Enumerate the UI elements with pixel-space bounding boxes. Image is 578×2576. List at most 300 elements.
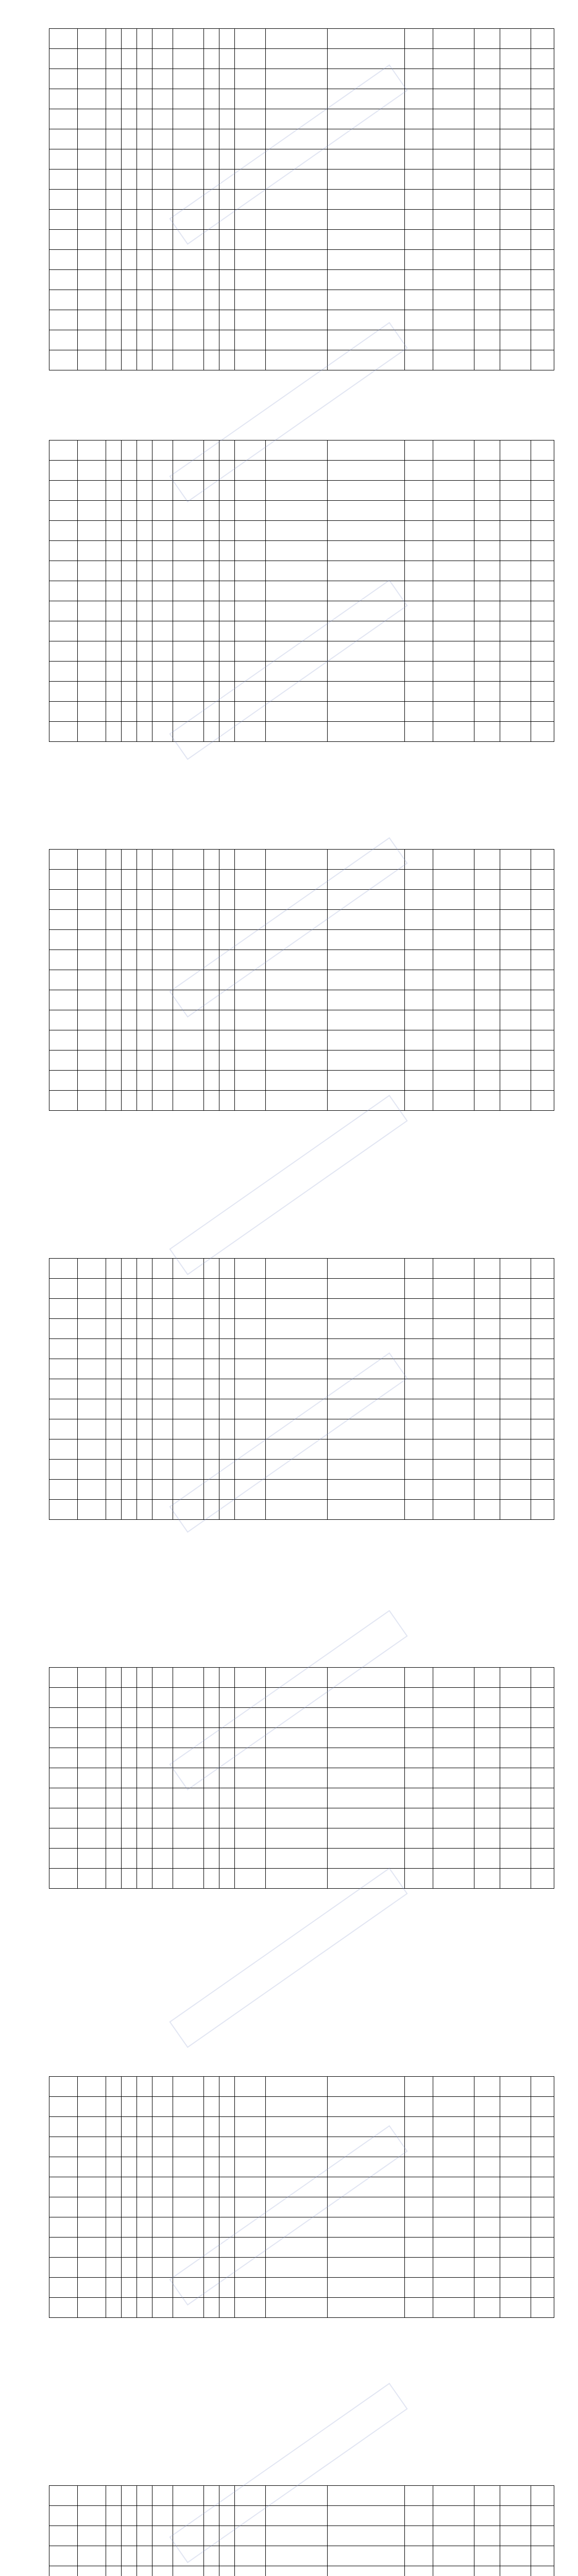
table-row	[49, 2117, 554, 2137]
table-row	[49, 641, 554, 662]
table-cell	[137, 1728, 152, 1748]
table-cell	[106, 290, 122, 310]
table-cell	[78, 1030, 106, 1050]
table-cell	[531, 2097, 554, 2117]
table-cell	[266, 641, 328, 662]
table-cell	[152, 481, 173, 501]
table-row	[49, 1259, 554, 1279]
table-cell	[328, 230, 405, 250]
table-cell	[266, 890, 328, 910]
table-cell	[137, 702, 152, 722]
table-cell	[500, 1849, 531, 1869]
table-cell	[78, 601, 106, 621]
table-cell	[433, 990, 474, 1010]
table-cell	[106, 1728, 122, 1748]
table-cell	[152, 2298, 173, 2318]
table-cell	[173, 2197, 204, 2217]
table-cell	[405, 621, 433, 641]
table-cell	[266, 1030, 328, 1050]
table-cell	[122, 1030, 137, 1050]
table-cell	[474, 230, 500, 250]
table-cell	[405, 2566, 433, 2576]
table-cell	[106, 1500, 122, 1520]
table-cell	[49, 2278, 78, 2298]
table-cell	[219, 1339, 235, 1359]
table-cell	[152, 581, 173, 601]
table-cell	[266, 990, 328, 1010]
table-cell	[474, 69, 500, 89]
table-cell	[173, 2546, 204, 2566]
table-cell	[49, 109, 78, 129]
table-cell	[49, 930, 78, 950]
table-cell	[500, 350, 531, 370]
table-cell	[219, 1091, 235, 1111]
table-cell	[328, 2177, 405, 2197]
table-cell	[49, 1708, 78, 1728]
table-cell	[266, 561, 328, 581]
table-cell	[235, 1748, 266, 1768]
table-cell	[78, 2298, 106, 2318]
table-cell	[266, 1339, 328, 1359]
table-cell	[173, 890, 204, 910]
table-cell	[266, 1788, 328, 1808]
table-cell	[78, 2238, 106, 2258]
table-cell	[433, 601, 474, 621]
table-cell	[433, 310, 474, 330]
table-cell	[405, 641, 433, 662]
table-cell	[433, 1279, 474, 1299]
table-row	[49, 2197, 554, 2217]
table-cell	[235, 662, 266, 682]
table-row	[49, 270, 554, 290]
table-cell	[500, 1299, 531, 1319]
table-cell	[219, 190, 235, 210]
table-cell	[137, 149, 152, 170]
table-cell	[433, 2217, 474, 2238]
table-cell	[500, 330, 531, 350]
table-cell	[49, 2157, 78, 2177]
table-cell	[78, 350, 106, 370]
table-cell	[474, 290, 500, 310]
table-cell	[204, 310, 219, 330]
table-cell	[405, 190, 433, 210]
table-cell	[266, 270, 328, 290]
table-cell	[266, 190, 328, 210]
table-cell	[328, 190, 405, 210]
table-cell	[474, 1728, 500, 1748]
table-cell	[405, 850, 433, 870]
table-cell	[152, 970, 173, 990]
table-cell	[328, 89, 405, 109]
table-cell	[219, 1688, 235, 1708]
table-cell	[405, 1849, 433, 1869]
table-cell	[500, 1091, 531, 1111]
table-cell	[266, 2177, 328, 2197]
table-cell	[78, 1460, 106, 1480]
table-cell	[49, 2137, 78, 2157]
table-cell	[328, 2258, 405, 2278]
table-cell	[152, 461, 173, 481]
table-cell	[137, 440, 152, 461]
table-row	[49, 1359, 554, 1379]
table-cell	[78, 541, 106, 561]
table-cell	[137, 1688, 152, 1708]
table-cell	[328, 2197, 405, 2217]
table-cell	[433, 170, 474, 190]
table-cell	[173, 481, 204, 501]
table-cell	[235, 290, 266, 310]
table-cell	[266, 1728, 328, 1748]
table-cell	[500, 89, 531, 109]
table-cell	[405, 230, 433, 250]
table-cell	[328, 149, 405, 170]
table-cell	[405, 2217, 433, 2238]
table-cell	[433, 1460, 474, 1480]
table-cell	[137, 501, 152, 521]
table-cell	[106, 990, 122, 1010]
table-cell	[137, 1379, 152, 1399]
table-cell	[266, 1379, 328, 1399]
table-cell	[474, 1688, 500, 1708]
table-cell	[106, 69, 122, 89]
table-cell	[78, 2546, 106, 2566]
table-cell	[500, 49, 531, 69]
table-cell	[474, 1299, 500, 1319]
table-row	[49, 910, 554, 930]
table-cell	[405, 350, 433, 370]
table-cell	[433, 1379, 474, 1399]
table-cell	[474, 129, 500, 149]
table-cell	[405, 2506, 433, 2526]
table-cell	[78, 49, 106, 69]
table-cell	[122, 1460, 137, 1480]
table-cell	[235, 641, 266, 662]
table-cell	[328, 29, 405, 49]
table-cell	[531, 1010, 554, 1030]
table-cell	[500, 2238, 531, 2258]
table-cell	[500, 109, 531, 129]
table-cell	[173, 149, 204, 170]
table-cell	[152, 1091, 173, 1111]
table-cell	[328, 870, 405, 890]
table-cell	[173, 69, 204, 89]
table-cell	[219, 621, 235, 641]
table-cell	[474, 2258, 500, 2278]
table-cell	[500, 2117, 531, 2137]
table-cell	[328, 1768, 405, 1788]
table-cell	[152, 1279, 173, 1299]
table-cell	[433, 1788, 474, 1808]
table-cell	[266, 2506, 328, 2526]
table-cell	[152, 2157, 173, 2177]
table-cell	[235, 310, 266, 330]
table-cell	[173, 2157, 204, 2177]
table-cell	[235, 2526, 266, 2546]
table-cell	[235, 1439, 266, 1460]
table-cell	[204, 250, 219, 270]
table-cell	[474, 970, 500, 990]
table-cell	[106, 1768, 122, 1788]
table-cell	[49, 970, 78, 990]
table-cell	[433, 481, 474, 501]
table-cell	[173, 1299, 204, 1319]
table-cell	[152, 330, 173, 350]
table-cell	[49, 581, 78, 601]
table-row	[49, 210, 554, 230]
table-cell	[219, 950, 235, 970]
table-cell	[328, 1259, 405, 1279]
table-cell	[122, 1339, 137, 1359]
table-cell	[235, 1299, 266, 1319]
table-cell	[204, 1788, 219, 1808]
table-cell	[328, 2137, 405, 2157]
table-cell	[122, 440, 137, 461]
table-cell	[152, 1259, 173, 1279]
table-cell	[235, 501, 266, 521]
table-cell	[137, 1708, 152, 1728]
table-cell	[266, 2117, 328, 2137]
table-cell	[152, 1419, 173, 1439]
table-cell	[219, 481, 235, 501]
table-cell	[122, 990, 137, 1010]
table-cell	[405, 541, 433, 561]
table-cell	[219, 69, 235, 89]
table-cell	[474, 850, 500, 870]
table-row	[49, 350, 554, 370]
table-cell	[106, 1279, 122, 1299]
table-row	[49, 1419, 554, 1439]
table-cell	[405, 870, 433, 890]
table-row	[49, 2137, 554, 2157]
table-cell	[405, 1788, 433, 1808]
table-cell	[235, 109, 266, 129]
table-cell	[474, 702, 500, 722]
table-cell	[500, 970, 531, 990]
table-cell	[474, 2566, 500, 2576]
table-cell	[474, 2097, 500, 2117]
table-cell	[152, 2097, 173, 2117]
table-cell	[474, 2546, 500, 2566]
table-cell	[328, 1299, 405, 1319]
table-cell	[173, 950, 204, 970]
table-cell	[106, 2177, 122, 2197]
table-cell	[204, 970, 219, 990]
table-cell	[235, 1688, 266, 1708]
table-cell	[328, 270, 405, 290]
table-cell	[78, 722, 106, 742]
table-cell	[204, 170, 219, 190]
table-cell	[500, 290, 531, 310]
table-cell	[204, 1849, 219, 1869]
table-cell	[531, 1339, 554, 1359]
table-cell	[204, 1480, 219, 1500]
table-cell	[235, 2258, 266, 2278]
table-cell	[106, 350, 122, 370]
table-cell	[204, 2197, 219, 2217]
table-cell	[235, 870, 266, 890]
table-cell	[137, 1091, 152, 1111]
table-cell	[122, 2546, 137, 2566]
table-cell	[122, 561, 137, 581]
table-cell	[531, 109, 554, 129]
table-cell	[137, 682, 152, 702]
table-cell	[106, 1688, 122, 1708]
table-cell	[266, 2566, 328, 2576]
table-cell	[219, 2506, 235, 2526]
table-cell	[78, 109, 106, 129]
table-cell	[219, 210, 235, 230]
table-cell	[531, 2486, 554, 2506]
table-cell	[219, 2546, 235, 2566]
table-cell	[78, 1480, 106, 1500]
table-cell	[152, 1319, 173, 1339]
table-cell	[219, 702, 235, 722]
table-cell	[152, 1480, 173, 1500]
table-cell	[152, 2258, 173, 2278]
table-cell	[78, 1708, 106, 1728]
table-cell	[500, 1808, 531, 1828]
table-cell	[433, 1728, 474, 1748]
table-cell	[235, 1460, 266, 1480]
table-cell	[78, 2258, 106, 2278]
table-cell	[204, 350, 219, 370]
table-cell	[49, 1279, 78, 1299]
table-cell	[152, 1688, 173, 1708]
table-cell	[433, 561, 474, 581]
table-cell	[328, 501, 405, 521]
table-cell	[219, 541, 235, 561]
table-cell	[474, 601, 500, 621]
table-cell	[474, 190, 500, 210]
table-cell	[106, 1748, 122, 1768]
table-cell	[78, 89, 106, 109]
table-row	[49, 1500, 554, 1520]
table-cell	[78, 521, 106, 541]
table-cell	[137, 109, 152, 129]
table-cell	[204, 2117, 219, 2137]
table-cell	[106, 1788, 122, 1808]
table-cell	[122, 2177, 137, 2197]
table-cell	[204, 990, 219, 1010]
table-cell	[204, 149, 219, 170]
table-cell	[204, 2177, 219, 2197]
table-cell	[474, 2177, 500, 2197]
table-cell	[173, 1091, 204, 1111]
table-cell	[433, 1399, 474, 1419]
table-cell	[204, 89, 219, 109]
table-cell	[173, 230, 204, 250]
table-cell	[106, 2097, 122, 2117]
table-cell	[106, 1091, 122, 1111]
table-cell	[328, 440, 405, 461]
table-cell	[531, 440, 554, 461]
table-cell	[204, 521, 219, 541]
table-cell	[235, 2278, 266, 2298]
table-cell	[219, 2197, 235, 2217]
table-cell	[500, 1708, 531, 1728]
table-cell	[433, 1071, 474, 1091]
table-cell	[78, 1788, 106, 1808]
table-cell	[78, 250, 106, 270]
table-cell	[474, 950, 500, 970]
table-row	[49, 1379, 554, 1399]
table-cell	[49, 1050, 78, 1071]
table-cell	[152, 722, 173, 742]
table-cell	[531, 501, 554, 521]
table-cell	[173, 1339, 204, 1359]
table-cell	[266, 170, 328, 190]
table-cell	[266, 29, 328, 49]
table-cell	[235, 170, 266, 190]
table-cell	[78, 2197, 106, 2217]
table-cell	[500, 1688, 531, 1708]
table-cell	[204, 109, 219, 129]
table-cell	[78, 1500, 106, 1520]
table-cell	[235, 521, 266, 541]
table-cell	[433, 890, 474, 910]
table-cell	[328, 1339, 405, 1359]
table-cell	[328, 1091, 405, 1111]
table-cell	[219, 1299, 235, 1319]
table-cell	[204, 930, 219, 950]
table-cell	[235, 1279, 266, 1299]
table-cell	[433, 250, 474, 270]
table-cell	[49, 1259, 78, 1279]
table-cell	[122, 970, 137, 990]
table-cell	[49, 541, 78, 561]
table-cell	[173, 2217, 204, 2238]
table-cell	[137, 1419, 152, 1439]
table-cell	[531, 170, 554, 190]
table-cell	[500, 722, 531, 742]
table-cell	[500, 230, 531, 250]
table-cell	[474, 2238, 500, 2258]
table-cell	[266, 461, 328, 481]
table-cell	[328, 601, 405, 621]
table-cell	[137, 1010, 152, 1030]
table-cell	[137, 581, 152, 601]
table-cell	[474, 870, 500, 890]
table-cell	[78, 1688, 106, 1708]
table-cell	[219, 2137, 235, 2157]
table-cell	[78, 1299, 106, 1319]
table-cell	[78, 930, 106, 950]
table-cell	[433, 2486, 474, 2506]
table-row	[49, 440, 554, 461]
table-cell	[531, 2137, 554, 2157]
table-cell	[235, 461, 266, 481]
table-cell	[49, 950, 78, 970]
table-cell	[266, 49, 328, 69]
table-cell	[500, 990, 531, 1010]
table-cell	[328, 1359, 405, 1379]
table-cell	[474, 990, 500, 1010]
table-cell	[204, 501, 219, 521]
table-cell	[49, 1869, 78, 1889]
table-cell	[106, 501, 122, 521]
table-cell	[106, 910, 122, 930]
table-cell	[474, 1259, 500, 1279]
table-cell	[531, 29, 554, 49]
table-cell	[152, 1439, 173, 1460]
table-cell	[500, 1668, 531, 1688]
table-cell	[235, 350, 266, 370]
table-cell	[122, 1439, 137, 1460]
table-cell	[122, 1050, 137, 1071]
table-cell	[122, 250, 137, 270]
table-cell	[78, 1050, 106, 1071]
table-cell	[122, 2157, 137, 2177]
